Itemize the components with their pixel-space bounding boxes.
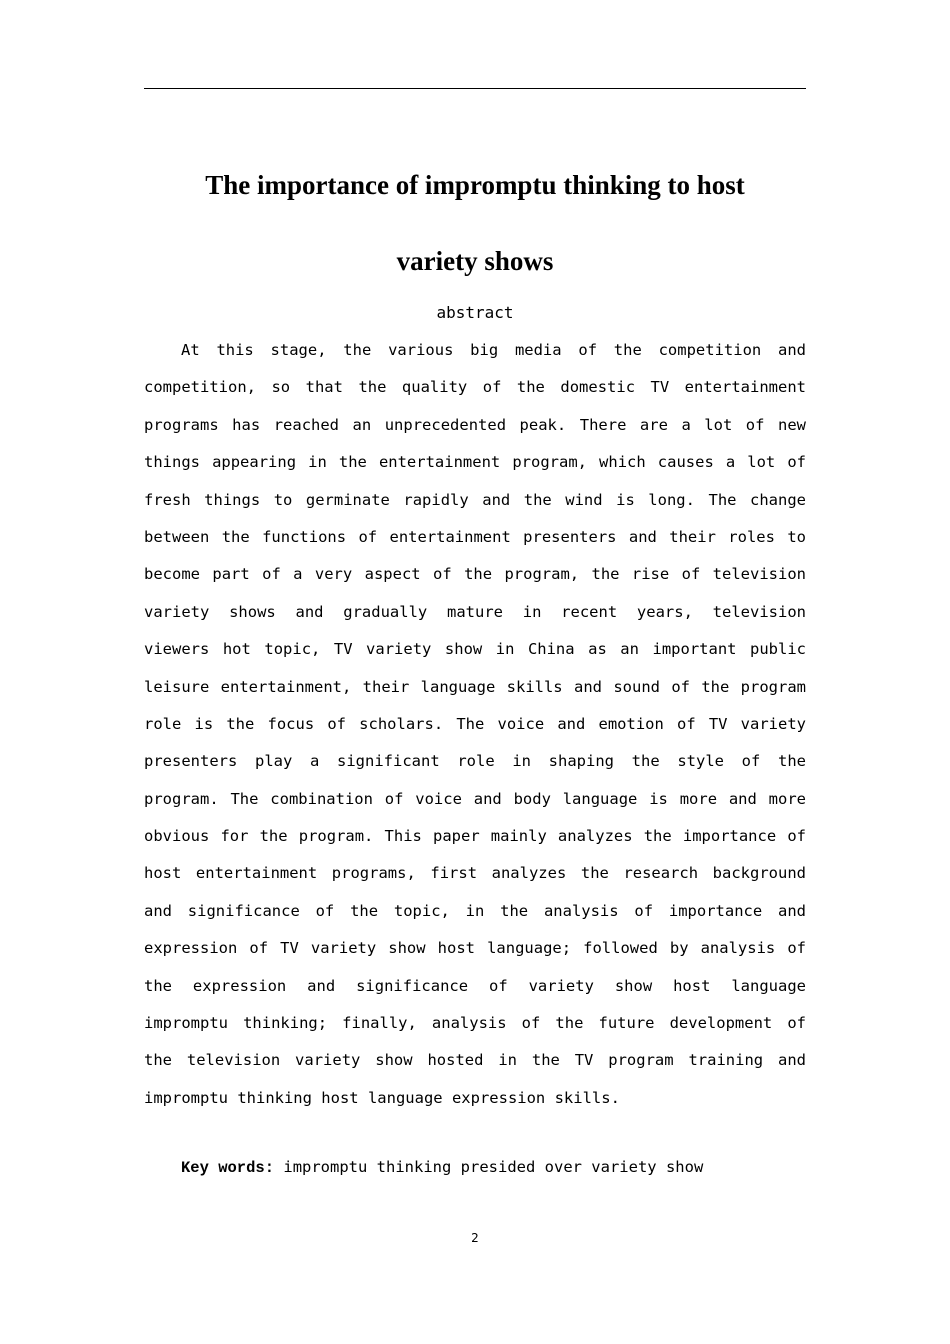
abstract-line: role is the focus of scholars. The voice and emotion of TV variety (144, 714, 806, 733)
abstract-line: programs has reached an unprecedented peak. There are a lot of new (144, 415, 806, 434)
abstract-line: and significance of the topic, in the analysis of importance and (144, 901, 806, 920)
abstract-line: program. The combination of voice and body language is more and more (144, 789, 806, 808)
abstract-line: obvious for the program. This paper mainly analyzes the importance of (144, 827, 806, 846)
abstract-line: expression of TV variety show host language; followed by analysis of (144, 939, 806, 958)
document-title-line-2: variety shows (396, 246, 554, 276)
abstract-body (144, 332, 806, 1117)
abstract-line: At this stage, the various big media of the competition and (181, 341, 806, 359)
page-number: 2 (471, 1231, 479, 1245)
abstract-heading: abstract (436, 303, 514, 322)
keywords-label: Key words: (181, 1159, 275, 1177)
abstract-line: between the functions of entertainment presenters and their roles to (144, 527, 806, 546)
abstract-line: things appearing in the entertainment program, which causes a lot of (144, 453, 806, 472)
abstract-line: competition, so that the quality of the domestic TV entertainment (144, 378, 806, 397)
abstract-line: leisure entertainment, their language skills and sound of the program (144, 677, 806, 696)
abstract-line: viewers hot topic, TV variety show in China as an important public (144, 640, 806, 659)
document-title-line-1: The importance of impromptu thinking to host (205, 170, 745, 200)
abstract-line: impromptu thinking host language expression skills. (144, 1088, 620, 1107)
keywords (181, 1158, 703, 1178)
abstract-line: variety shows and gradually mature in recent years, television (144, 602, 806, 621)
header-rule (144, 88, 806, 89)
abstract-line: the television variety show hosted in the TV program training and (144, 1051, 806, 1070)
abstract-line: the expression and significance of variety show host language (144, 976, 806, 995)
keywords-value: impromptu thinking presided over variety show (283, 1158, 704, 1176)
abstract-line: host entertainment programs, first analyzes the research background (144, 864, 806, 883)
abstract-line: fresh things to germinate rapidly and the wind is long. The change (144, 490, 806, 509)
abstract-line: become part of a very aspect of the program, the rise of television (144, 565, 806, 584)
abstract-line: impromptu thinking; finally, analysis of the future development of (144, 1014, 806, 1033)
abstract-line: presenters play a significant role in shaping the style of the (144, 752, 806, 771)
